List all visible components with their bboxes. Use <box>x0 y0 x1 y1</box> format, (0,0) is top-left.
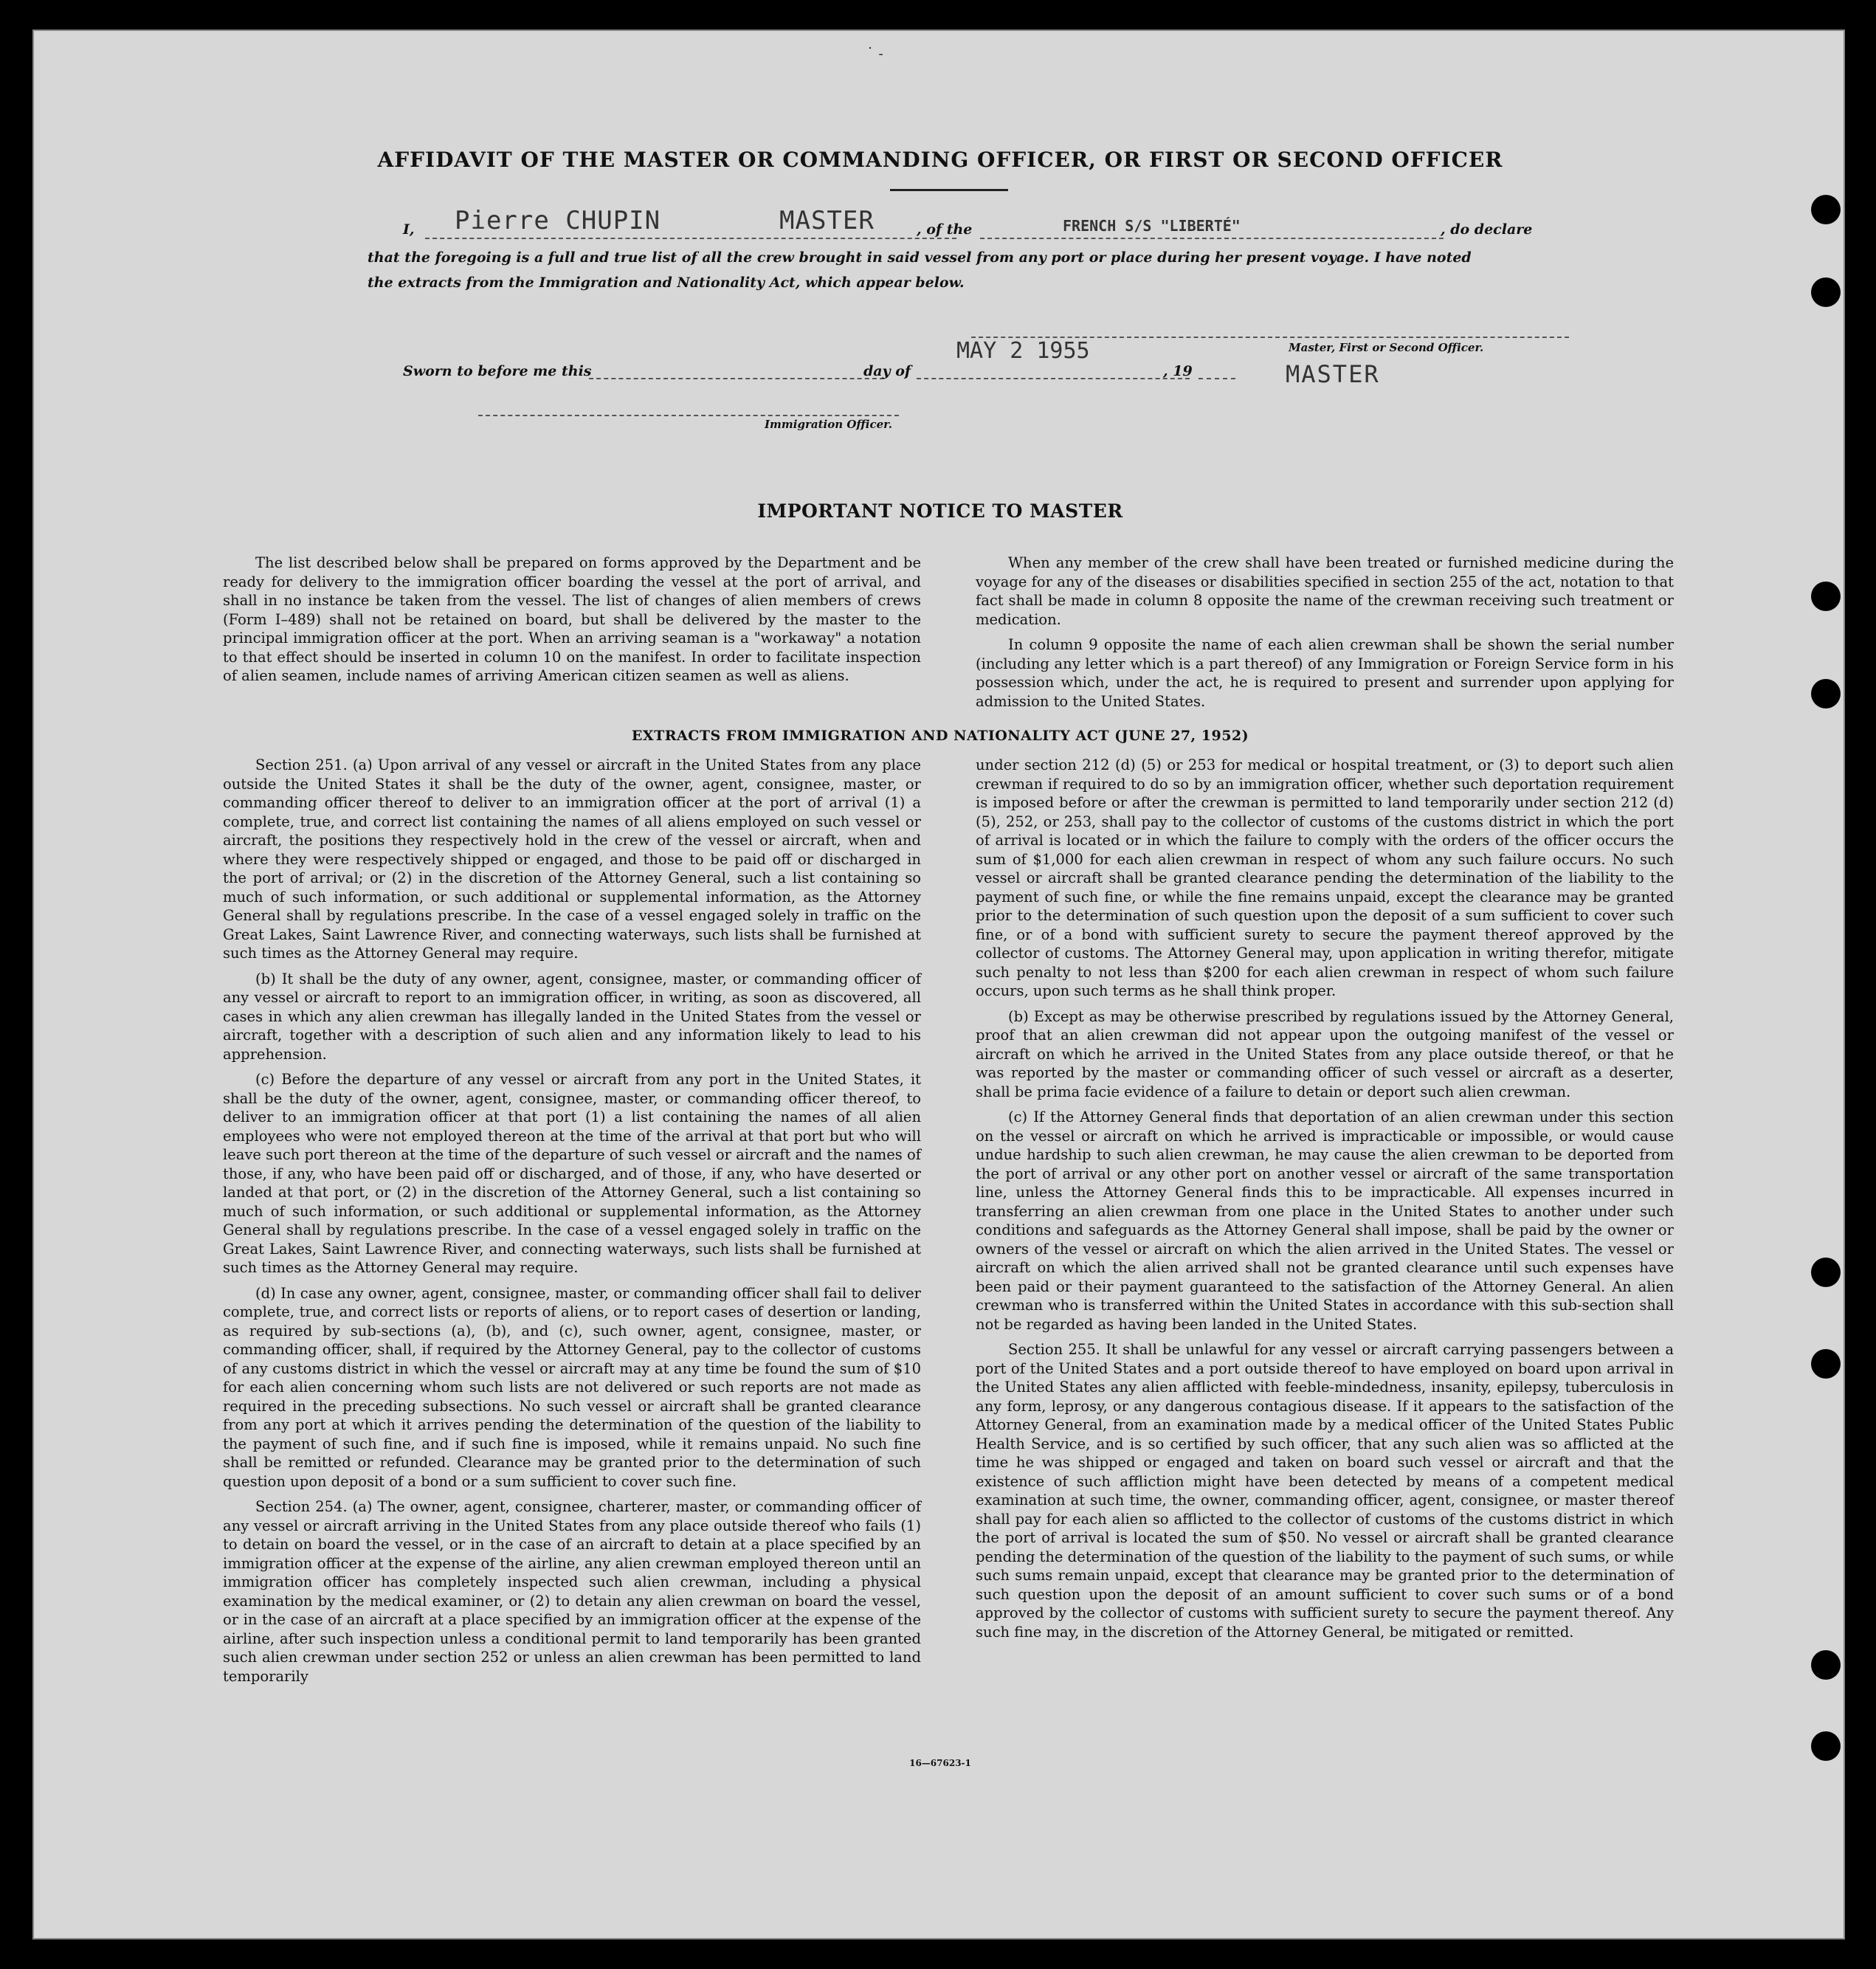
affidavit-title: AFFIDAVIT OF THE MASTER OR COMMANDING OFFICER, OR FIRST OR SECOND OFFICER <box>377 148 1503 172</box>
notice-left-column <box>223 554 921 692</box>
signature-title: MASTER <box>1286 360 1380 388</box>
form-code: 16—67623-1 <box>909 1758 971 1768</box>
binder-hole <box>1811 1349 1841 1379</box>
notice-paragraph: In column 9 opposite the name of each alien crewman shall be shown the serial number (including any letter which is a part thereof) of any Immigration or Foreign Service form in his possession which, under the act, he is required to present and surrender upon applying for admission to the United States. <box>976 636 1674 710</box>
declaration-line-2: the extracts from the Immigration and Nationality Act, which appear below. <box>368 275 965 291</box>
scan-speck: ˙ ˗ <box>866 44 883 62</box>
vessel-name: FRENCH S/S "LIBERTÉ" <box>1063 217 1241 235</box>
section-251-d: (d) In case any owner, agent, consignee, master, or commanding officer shall fail to deliver complete, true, and correct lists or reports of aliens, or to report cases of desertion or landing, as required by sub-sections (a), (b), and (c), such owner, agent, consignee, master, or commanding officer, shall, if required by the Attorney General, pay to the collector of customs of any customs district in which the vessel or aircraft may at any time be found the sum of $10 for each alien concerning whom such lists are not delivered or such reports are not made as required in the preceding subsections. No such vessel or aircraft shall be granted clearance from any port at which it arrives pending the determination of the question of the liability to the payment of such fine, and if such fine is imposed, while it remains unpaid. No such fine shall be remitted or refunded. Clearance may be granted prior to the determination of such question upon deposit of a bond or a sum sufficient to cover such fine. <box>223 1284 921 1490</box>
i-label: I, <box>403 221 415 238</box>
extracts-right-column <box>976 756 1674 1648</box>
sworn-label: Sworn to before me this <box>403 363 592 379</box>
section-251-b: (b) It shall be the duty of any owner, agent, consignee, master, or commanding officer of any vessel or aircraft to report to an immigration officer, in writing, as soon as discovered, all cases in which any alien crewman has illegally landed in the United States from the vessel or aircraft, together with a description of such alien and any information likely to lead to his apprehension. <box>223 970 921 1063</box>
extracts-title: EXTRACTS FROM IMMIGRATION AND NATIONALITY ACT (JUNE 27, 1952) <box>631 728 1249 744</box>
title-rule <box>890 189 1008 191</box>
binder-hole <box>1811 1731 1841 1761</box>
section-254-a-continued: under section 212 (d) (5) or 253 for medical or hospital treatment, or (3) to deport such alien crewman if required to do so by an immigration officer, whether such deportation requirement is imposed before or after the crewman is permitted to land temporarily under section 212 (d) (5), 252, or 253, shall pay to the collector of customs of the customs district in which the port of arrival is located or in which the failure to comply with the orders of the officer occurs the sum of $1,000 for each alien crewman in respect of whom any such failure occurs. No such vessel or aircraft shall be granted clearance pending the determination of the liability to the payment of such fine, or while the fine remains unpaid, except the clearance may be granted prior to the determination of such question upon the deposit of a sum sufficient to cover such fine, or of a bond with sufficient surety to secure the payment thereof approved by the collector of customs. The Attorney General may, upon application in writing therefor, mitigate such penalty to not less than $200 for each alien crewman in respect of whom such failure occurs, upon such terms as he shall think proper. <box>976 756 1674 999</box>
immigration-officer-label: Immigration Officer. <box>765 418 892 431</box>
notice-paragraph: The list described below shall be prepared on forms approved by the Department and be ready for delivery to the immigration officer boarding the vessel at the port of arrival, and shall in no instance be taken from the vessel. The list of changes of alien members of crews (Form I–489) shall not be retained on board, but shall be delivered by the master to the principal immigration officer at the port. When an arriving seaman is a "workaway" a notation to that effect should be inserted in column 10 on the manifest. In order to facilitate inspection of alien seamen, include names of arriving American citizen seamen as well as aliens. <box>223 554 921 684</box>
day-of-label: day of <box>863 363 911 379</box>
year-label: , 19 <box>1163 363 1193 379</box>
date-stamp: MAY 2 1955 <box>956 338 1090 364</box>
section-255: Section 255. It shall be unlawful for any vessel or aircraft carrying passengers between a port of the United States and a port outside thereof to have employed on board upon arrival in the United States any alien afflicted with feeble-mindedness, insanity, epilepsy, tuberculosis in any form, leprosy, or any dangerous contagious disease. If it appears to the satisfaction of the Attorney General, from an examination made by a medical officer of the United States Public Health Service, and is so certified by such officer, that any such alien was so afflicted at the time he was shipped or engaged and taken on board such vessel or aircraft and that the existence of such affliction might have been detected by means of a competent medical examination at such time, the owner, commanding officer, agent, consignee, or master thereof shall pay for each alien so afflicted to the collector of customs of the customs district in which the port of arrival is located the sum of $50. No vessel or aircraft shall be granted clearance pending the determination of the question of the liability to the payment of such sums, or while such sums remain unpaid, except that clearance may be granted prior to the determination of such question upon the deposit of an amount sufficient to cover such sums or of a bond approved by the collector of customs with sufficient surety to secure the payment thereof. Any such fine may, in the discretion of the Attorney General, be mitigated or remitted. <box>976 1341 1674 1641</box>
section-251-a: Section 251. (a) Upon arrival of any vessel or aircraft in the United States from any place outside the United States it shall be the duty of the owner, agent, consignee, master, or commanding officer thereof to deliver to an immigration officer at the port of arrival (1) a complete, true, and correct list containing the names of all aliens employed on such vessel or aircraft, the positions they respectively hold in the crew of the vessel or aircraft, when and where they were respectively shipped or engaged, and those to be paid off or discharged in the port of arrival; or (2) in the discretion of the Attorney General, such a list containing so much of such information, or such additional or supplemental information, as the Attorney General shall by regulations prescribe. In the case of a vessel engaged solely in traffic on the Great Lakes, Saint Lawrence River, and connecting waterways, such lists shall be furnished at such times as the Attorney General may require. <box>223 756 921 962</box>
master-rank: MASTER <box>779 206 875 235</box>
document-page <box>32 30 1845 1939</box>
notice-paragraph: When any member of the crew shall have been treated or furnished medicine during the voyage for any of the diseases or disabilities specified in section 255 of the act, notation to that fact shall be made in column 8 opposite the name of the crewman receiving such treatment or medication. <box>976 554 1674 628</box>
binder-hole <box>1811 679 1841 708</box>
binder-hole <box>1811 582 1841 611</box>
section-254-b: (b) Except as may be otherwise prescribed by regulations issued by the Attorney General, proof that an alien crewman did not appear upon the outgoing manifest of the vessel or aircraft on which he arrived in the United States from any place outside thereof, or that he was reported by the master or commanding officer of such vessel or aircraft as a deserter, shall be prima facie evidence of a failure to detain or deport such alien crewman. <box>976 1007 1674 1100</box>
extracts-left-column <box>223 756 921 1692</box>
name-field-line <box>425 238 956 239</box>
section-254-c: (c) If the Attorney General finds that deportation of an alien crewman under this section on the vessel or aircraft on which he arrived is impracticable or impossible, or would cause undue hardship to such alien crewman, he may cause the alien crewman to be deported from the port of arrival or any other port on another vessel or aircraft of the same transportation line, unless the Attorney General finds this to be impracticable. All expenses incurred in transferring an alien crewman from one place in the United States to another under such conditions and safeguards as the Attorney General shall impose, shall be paid by the owner or owners of the vessel or aircraft on which the alien arrived in the United States. The vessel or aircraft on which the alien arrived shall not be granted clearance until such expenses have been paid or their payment guaranteed to the satisfaction of the Attorney General. An alien crewman who is transferred within the United States in accordance with this sub-section shall not be regarded as having been landed in the United States. <box>976 1108 1674 1333</box>
of-the-label: , of the <box>917 221 973 238</box>
binder-hole <box>1811 277 1841 307</box>
notice-title: IMPORTANT NOTICE TO MASTER <box>757 500 1123 522</box>
sworn-year-line <box>1199 378 1235 379</box>
binder-hole <box>1811 1258 1841 1287</box>
binder-hole <box>1811 1650 1841 1680</box>
notice-right-column <box>976 554 1674 717</box>
immigration-officer-line <box>478 415 899 416</box>
declaration-line-1: that the foregoing is a full and true list of all the crew brought in said vessel from any port or place during her present voyage. I have noted <box>368 249 1472 266</box>
vessel-field-line <box>980 238 1444 239</box>
sworn-month-line <box>917 378 1190 379</box>
binder-hole <box>1811 195 1841 224</box>
section-254-a: Section 254. (a) The owner, agent, consignee, charterer, master, or commanding officer of any vessel or aircraft arriving in the United States from any place outside thereof who fails (1) to detain on board the vessel, or in the case of an aircraft to detain at a place specified by an immigration officer at the expense of the airline, any alien crewman employed thereon until an immigration officer has completely inspected such alien crewman, including a physical examination by the medical examiner, or (2) to detain any alien crewman on board the vessel, or in the case of an aircraft at a place specified by an immigration officer at the expense of the airline, after such inspection unless a conditional permit to land temporarily has been granted such alien crewman under section 252 or unless an alien crewman has been permitted to land temporarily <box>223 1498 921 1685</box>
master-name: Pierre CHUPIN <box>455 206 661 235</box>
do-declare-label: , do declare <box>1441 221 1533 238</box>
section-251-c: (c) Before the departure of any vessel or aircraft from any port in the United States, it shall be the duty of the owner, agent, consignee, master, or commanding officer thereof, to deliver to an immigration officer at that port (1) a list containing the names of all alien employees who were not employed thereon at the time of the arrival at that port but who will leave such port thereon at the time of the departure of such vessel or aircraft and the names of those, if any, who have been paid off or discharged, and of those, if any, who have deserted or landed at that port, or (2) in the discretion of the Attorney General, such a list containing so much of such information, or such additional or supplemental information, as the Attorney General shall by regulations prescribe. In the case of a vessel engaged solely in traffic on the Great Lakes, Saint Lawrence River, and connecting waterways, such lists shall be furnished at such times as the Attorney General may require. <box>223 1071 921 1276</box>
sworn-day-line <box>589 378 884 379</box>
master-officer-label: Master, First or Second Officer. <box>1289 341 1484 354</box>
